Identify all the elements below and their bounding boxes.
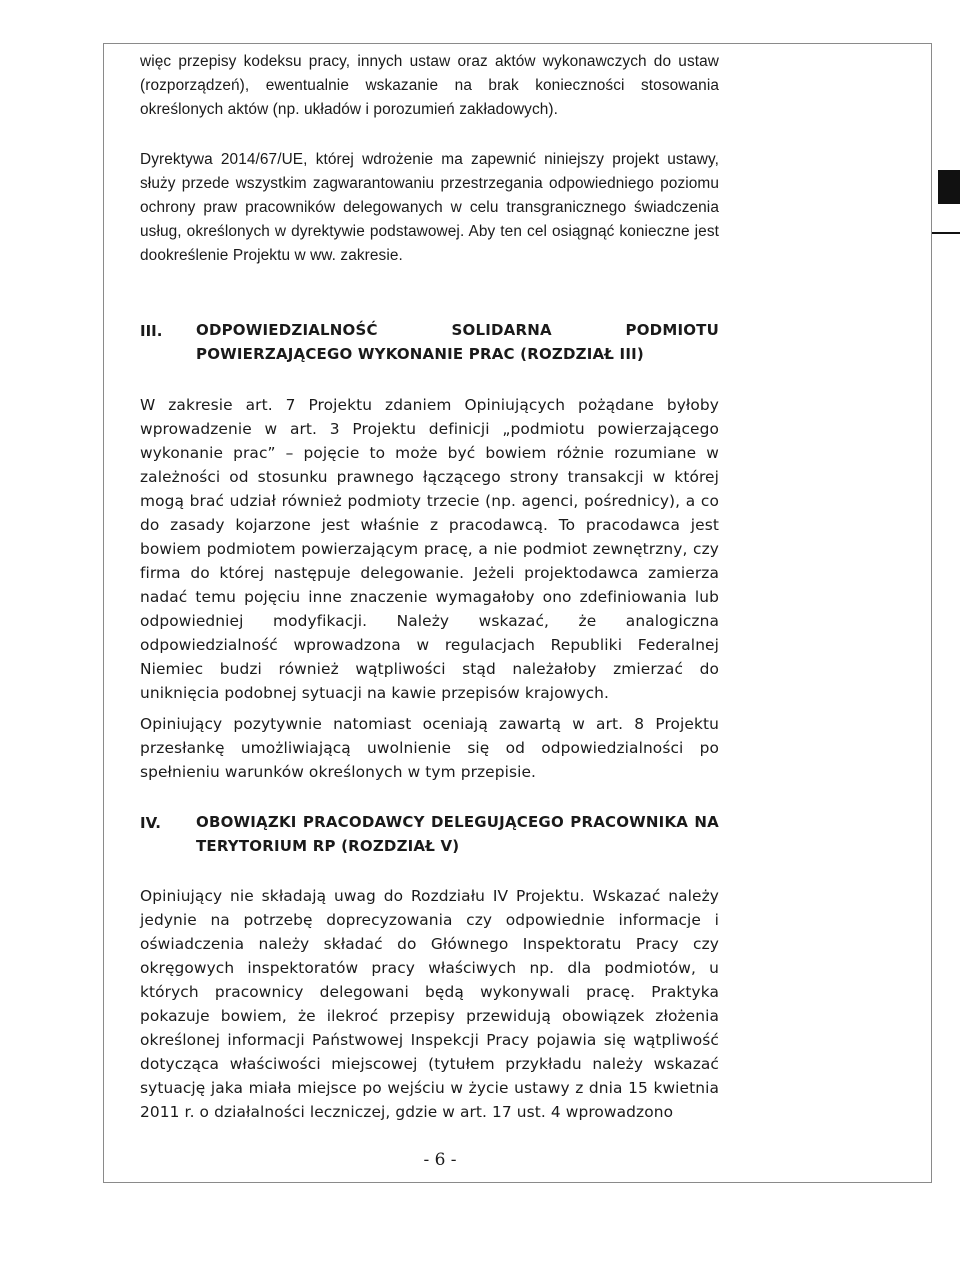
section-number-iv: IV.: [140, 814, 161, 832]
paragraph-art7: W zakresie art. 7 Projektu zdaniem Opiniujących pożądane byłoby wprowadzenie w art. 3 Projektu definicji „podmiotu powierzającego wykonanie prac” – pojęcie to może być bowiem różnie rozumiane w zależności od stosunku prawnego łączącego strony transakcji w której mogą brać udział również podmioty trzecie (np. agenci, pośrednicy), a co do zasady kojarzone jest właśnie z pracodawcą. To pracodawca jest bowiem podmiotem powierzającym pracę, a nie podmiot zewnętrzny, czy firma do której następuje delegowanie. Jeżeli projektodawca zamierza nadać temu pojęciu inne znaczenie wymagałoby ono zdefiniowania lub odpowiedniej modyfikacji. Należy wskazać, że analogiczna odpowiedzialność wprowadzona w regulacjach Republiki Federalnej Niemiec budzi również wątpliwości stąd należałoby zmierzać do uniknięcia podobnej sytuacji na kawie przepisów krajowych.: [140, 396, 719, 702]
section-number-iii: III.: [140, 322, 163, 340]
page-number: - 6 -: [423, 1150, 457, 1170]
section-title-iii: ODPOWIEDZIALNOŚĆ SOLIDARNA PODMIOTU POWIERZAJĄCEGO WYKONANIE PRAC (ROZDZIAŁ III): [196, 321, 719, 363]
section-title-iv: OBOWIĄZKI PRACODAWCY DELEGUJĄCEGO PRACOWNIKA NA TERYTORIUM RP (ROZDZIAŁ V): [196, 813, 719, 855]
scan-edge-line: [932, 232, 960, 234]
scan-edge-mark: [938, 170, 960, 204]
paragraph-directive: Dyrektywa 2014/67/UE, której wdrożenie ma zapewnić niniejszy projekt ustawy, służy przede wszystkim zagwarantowaniu przestrzegania odpowiedniego poziomu ochrony praw pracowników delegowanych w celu transgranicznego świadczenia usług, określonych w dyrektywie podstawowej. Aby ten cel osiągnąć konieczne jest dookreślenie Projektu w ww. zakresie.: [140, 151, 719, 264]
paragraph-art8: Opiniujący pozytywnie natomiast oceniają zawartą w art. 8 Projektu przesłankę umożliwiającą uwolnienie się od odpowiedzialności po spełnieniu warunków określonych w tym przepisie.: [140, 715, 719, 781]
paragraph-continuation: więc przepisy kodeksu pracy, innych ustaw oraz aktów wykonawczych do ustaw (rozporządzeń), ewentualnie wskazanie na brak konieczności stosowania określonych aktów (np. układów i porozumień zakładowych).: [140, 53, 719, 118]
paragraph-chapter4: Opiniujący nie składają uwag do Rozdziału IV Projektu. Wskazać należy jedynie na potrzebę doprecyzowania czy odpowiednie informacje i oświadczenia należy składać do Głównego Inspektoratu Pracy czy okręgowych inspektoratów pracy właściwych np. dla podmiotów, u których pracownicy delegowani będą wykonywali pracę. Praktyka pokazuje bowiem, że ilekroć przepisy przewidują obowiązek złożenia określonej informacji Państwowej Inspekcji Pracy pojawia się wątpliwość dotycząca właściwości miejscowej (tytułem przykładu należy wskazać sytuację jaka miała miejsce po wejściu w życie ustawy z dnia 15 kwietnia 2011 r. o działalności leczniczej, gdzie w art. 17 ust. 4 wprowadzono: [140, 887, 719, 1121]
